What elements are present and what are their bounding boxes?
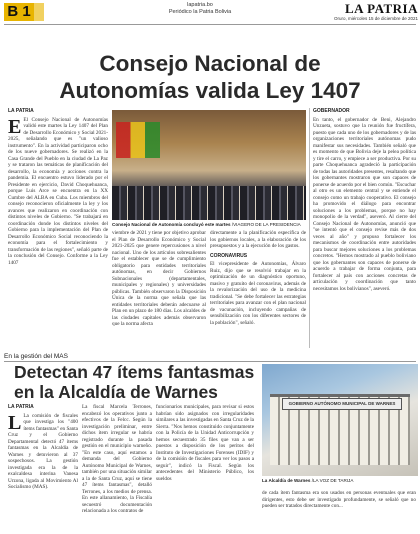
article2-col1-text: La comisión de fiscales que investiga los "400 ítems fantasmas" en Santa Cruz y el Gobierno Departamental detectó 47 ítems fantasmas en la Alcaldía de Warnes y detuvieron al 37 sospechosos. La gestión investigada era la de la exalcaldesa interina Vanesa Urzona, ligada al Movimiento Al Socialismo (MAS). xyxy=(8,412,78,490)
article1-caption xyxy=(112,222,306,227)
article2-headline-line2: en la Alcaldía de Warnes xyxy=(14,382,218,402)
article2-headline xyxy=(14,362,264,402)
column-divider xyxy=(309,108,310,348)
section-badge: B 1 xyxy=(4,3,34,21)
flags-graphic xyxy=(116,122,160,158)
newspaper-logo: LA PATRIA xyxy=(345,1,418,16)
article2-caption-credit: /LA VOZ DE TARIJA xyxy=(311,478,354,483)
article1-caption-credit: /VIAGERO DE LA PRESIDENCIA xyxy=(231,222,301,227)
article1-headline-line1: Consejo Nacional de xyxy=(99,51,321,76)
edition-label: Periódico la Patria Bolivia xyxy=(168,9,232,15)
article2-column-3 xyxy=(156,404,254,532)
site-url[interactable]: lapatria.bo xyxy=(187,2,213,8)
article2-col4-text: de cada ítem fantasma era son usados en personas eventuales que eran dirigentes, esto debe ser investigado profundamente, se señaló que no pueden ser tratados directamente con... xyxy=(262,490,416,509)
article1-col3b-text: El vicepresidente de Autonomías, Álvaro Ruiz, dijo que se resolvió trabajar en la optimización de un diagnóstico oportuno, masivo y gratuito del coronavirus, además de la revalorización del uso de la medicina tradicional. "Se debe fortalecer las estrategias territoriales para avanzar con el plan nacional de vacunación, incluyendo campañas de sensibilización con los diferentes sectores de la población", señaló. xyxy=(210,261,306,326)
article2-col2-text: La fiscal Marcela Terrones, encabezó los operativos junto a efectivos de la Felcc. Según la investigación preliminar, entre dichos ítem irregular se habría registrado durante la pasada gestión en el municipio warneño. "En este caso, aquí estamos a demanda del Gobierno Autónomo Municipal de Warnes, también por una situación similar a la de Santa Cruz, aquí se tiene 47 ítems fantasmas", detalló Terrones, a los medios de prensa. En este allanamiento, la Fiscalía secuestró documentación relacionada a los contratos de xyxy=(82,404,152,514)
article1-subhead-coronavirus: CORONAVIRUS xyxy=(210,252,248,259)
municipal-sign: GOBIERNO AUTÓNOMO MUNICIPAL DE WARNES xyxy=(282,398,402,410)
article1-col1-text: El Consejo Nacional de Autonomías validó este martes la Ley 1407 del Plan de Desarrollo Económico y Social 2021-2025, señalando que es "un valioso instrumento". En la actividad participaron ocho de los nueve gobernadores. Se realizó en la Casa Grande del Pueblo en la ciudad de La Paz y se trataron las temáticas de planificación del desarrollo, la economía y acciones contra la pandemia. El encuentro estuvo liderado por el Presidente en ejercicio, David Choquehuanca, porque Luis Arce se encuentra en la XX Cumbre del ALBA en Cuba. Los miembros del consejo reconocieron oficialmente la ley y los avances que realizaron en coordinación con distintos niveles de Gobierno. "Se trabajará en coordinación donde los distintos niveles del Gobierno para la implementación del Plan de Desarrollo Económico Social reconociendo la economía para el fortalecimiento y transformación de las regiones", señaló parte de la conclusión del Consejo. Conforme a la Ley 1407 xyxy=(8,116,108,266)
header-divider xyxy=(4,24,416,25)
article1-col3-text: directamente a la planificación específica de los gobiernos locales, a la elaboración de los presupuestos y a la ejecución de los gastos. xyxy=(210,230,306,249)
article1-col2-text: viembre de 2021 y tiene por objetivo aprobar el Plan de Desarrollo Económico y Social 2021-2025 que genere repercusiones a nivel nacional. Uno de los artículos sobresalientes fue el establecer que se de cumplimiento obligatorio para entidades territoriales autónomas, en decir Gobiernos Subnacionales (departamentales, municipales y regionales) y universidades públicas. También observaron la Disposición Única de la norma que señala que las entidades territoriales deberán adecuarse al Plan en un plazo de 180 días. Los alcaldes de las ciudades capitales además observaron que la norma afecta xyxy=(112,230,206,327)
article1-column-2 xyxy=(112,230,206,348)
article2-column-4 xyxy=(262,490,416,532)
article1-column-4 xyxy=(313,108,416,348)
article1-source: LA PATRIA xyxy=(8,108,34,114)
article2-kicker: En la gestión del MAS xyxy=(4,353,68,360)
article2-headline-line1: Detectan 47 ítems fantasmas xyxy=(14,362,255,382)
article1-dropcap: E xyxy=(8,115,22,138)
article1-column-1 xyxy=(8,108,108,346)
article2-column-1 xyxy=(8,404,78,532)
article2-col3-text: funcionarios municipales, para revisar si estos habrían sido asignados con irregularidades similares a las investigadas en Santa Cruz de la Sierra. "Nos hemos constituido conjuntamente con la Policía de la Unidad Anticorrupción y hemos secuestrado 35 files que van a ser puestos a disposición de los peritos del Instituto de Investigaciones Forenses (IDIF) y de la comisión de fiscales para ver los pasos a seguir", indicó la Fiscal. Según los antecedentes del Ministerio Público, los sueldos xyxy=(156,404,254,482)
issue-date: Oruro, miércoles 15 de diciembre de 2021 xyxy=(333,16,418,21)
masthead-center xyxy=(150,2,250,16)
section-badge-accent xyxy=(34,3,44,21)
article2-source: LA PATRIA xyxy=(8,404,34,410)
article2-dropcap: L xyxy=(8,411,22,434)
article1-photo xyxy=(112,110,306,220)
article2-photo xyxy=(262,364,418,476)
article1-headline xyxy=(0,50,420,104)
article2-column-2 xyxy=(82,404,152,532)
article1-col4-text: En tanto, el gobernador de Beni, Alejandro Unzueta, sostuvo que la reunión fue fructífera, puesto que cada uno de los gobernadores y de las organizaciones territoriales autónomas pudo manifestar sus necesidades. También señaló que es momento de que Bolivia deje la pelea política y tire el carro, y empiece a ser productiva. Por su parte Choquehuanca agradeció la participación de todas las autoridades presentes, resaltando que los gobernantes mostraron que son capaces de ponerse de acuerdo por el bien común. "Escuchar al otro es un elemento central y se entiende el consejo como un trabajo cooperativo. El consejo ha promovido el diálogo para encontrar soluciones a los problemas, porque no hay monopolio de la verdad", aseveró. Al cierre del Consejo Nacional de Autonomías, anunció que "se intentó que el consejo revise más de dos veces al año" y propuso fortalecer los mecanismos de coordinación entre autoridades para buscar mejores soluciones a los problemas concretos. "Hemos mostrado al pueblo boliviano que los gobernantes son capaces de ponerse de acuerdo a trabajar de forma conjunta, para fortalecer al país con acciones concretas de articulación y coordinación que tanto necesitamos los bolivianos", aseveró. xyxy=(313,116,416,292)
article2-caption-text: La Alcaldía de Warnes xyxy=(262,478,311,483)
article2-caption xyxy=(262,478,418,483)
article1-headline-line2: Autonomías valida Ley 1407 xyxy=(59,78,361,103)
article1-subhead-gobernador: GOBERNADOR xyxy=(313,108,350,114)
article1-column-3 xyxy=(210,230,306,348)
article1-caption-text: Consejo Nacional de Autonomía concluyó este martes xyxy=(112,222,231,227)
people-graphic xyxy=(112,186,306,220)
